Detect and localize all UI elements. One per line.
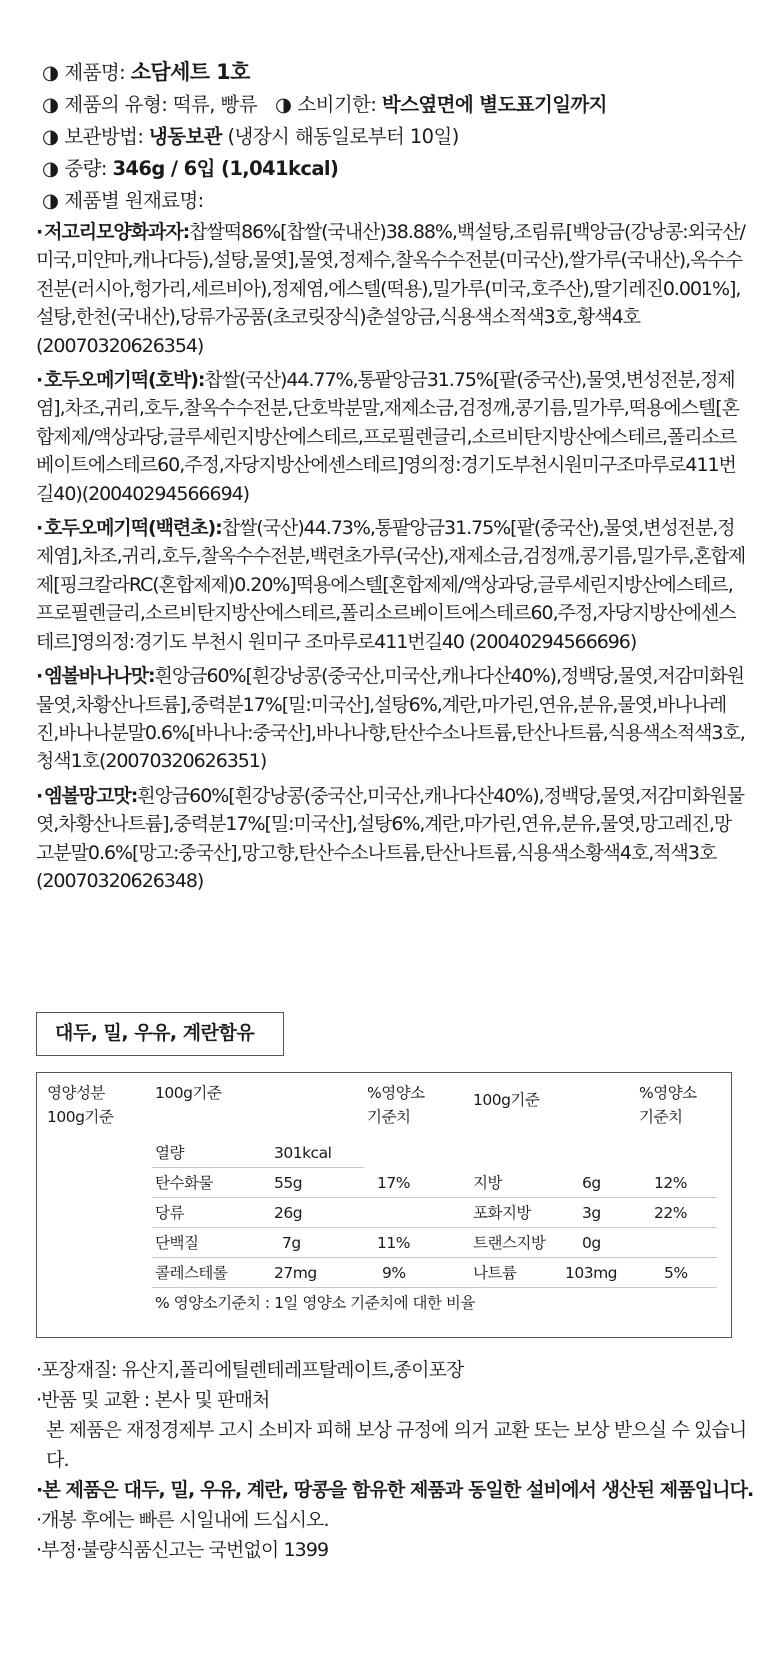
weight-label: 중량:: [64, 157, 113, 180]
half-circle-icon: ◑: [42, 157, 59, 180]
nutri-name2: 포화지방: [473, 1204, 531, 1222]
return-title: ·반품 및 교환 : 본사 및 판매처: [36, 1389, 270, 1411]
ingredient-item: · 저고리모양화과자:찹쌀떡86%[찹쌀(국내산)38.88%,백설탕,조림류[백앙금(강낭콩:외국산/미국,미얀마,캐나다등),설탕,물엿],물엿,정제수,찰옥수수전분(미국산),쌀가루(국내산),옥수수전분(러시아,헝가리,세르비아),정제염,에스텔(떡용),밀가루(미국,호주산),딸기레진0.001%],설탕,한천(국내산),당류가공품(초코릿장식)춘설앙금,식용색소적색3호,황색4호(20070320626354): [36, 221, 745, 357]
nutri-header-col1b: 100g기준: [47, 1108, 114, 1126]
ingredients-label: 제품별 원재료명:: [64, 189, 204, 212]
ingredient-item: · 호두오메기떡(백련초):찹쌀(국산)44.73%,통팥앙금31.75%[팥(중국산),물엿,변성전분,정제염],차조,귀리,호두,찰옥수수전분,백련초가루(국산),재제소금,검정깨,콩기름,밀가루,혼합제제[핑크칼라RC(혼합제제)0.20%]떡용에스텔[혼합제제/액상과당,글루세린지방산에스테르,프로필렌글리,소르비탄지방산에스테르,폴리소르베이트에스테르60,주정,자당지방산에센스테르]영의정:경기도 부천시 원미구 조마루로411번길40 (20040294566696): [36, 517, 746, 653]
nutri-pct2: 5%: [664, 1264, 688, 1282]
ingredient-text: 찹쌀(국산)44.77%,통팥앙금31.75%[팥(중국산),물엿,변성전분,정제염],차조,귀리,호두,찰옥수수전분,단호박분말,재제소금,검정깨,콩기름,밀가루,떡용에스텔[혼합제제/액상과당,글루세린지방산에스테르,프로필렌글리,소르비탄지방산에스테르,폴리소르베이트에스테르60,주정,자당지방산에센스테르]영의정:경기도부천시원미구조마루로411번길40)(20040294566694): [36, 369, 739, 505]
nutri-header-col3: %영양소: [367, 1084, 425, 1102]
nutri-pct2: 22%: [654, 1204, 687, 1222]
ingredient-name: 엠볼바나나맛:: [44, 665, 155, 688]
expiry-value: 박스옆면에 별도표기일까지: [381, 93, 607, 116]
ingredient-name: 호두오메기떡(호박):: [44, 369, 205, 392]
nutri-footnote: % 영양소기준치 : 1일 영양소 기준치에 대한 비율: [155, 1294, 475, 1312]
nutri-amount: 27mg: [274, 1264, 317, 1282]
nutri-pct2: 12%: [654, 1174, 687, 1192]
notes-block: [36, 1355, 756, 1565]
allergen-box: 대두, 밀, 우유, 계란함유: [36, 1012, 284, 1056]
ingredients-heading: [42, 185, 742, 217]
ingredient-name: 호두오메기떡(백련초):: [44, 517, 222, 540]
weight-line: [42, 153, 742, 185]
ingredient-text: 찹쌀떡86%[찹쌀(국내산)38.88%,백설탕,조림류[백앙금(강낭콩:외국산/미국,미얀마,캐나다등),설탕,물엿],물엿,정제수,찰옥수수전분(미국산),쌀가루(국내산),옥수수전분(러시아,헝가리,세르비아),정제염,에스텔(떡용),밀가루(미국,호주산),딸기레진0.001%],설탕,한천(국내산),당류가공품(초코릿장식)춘설앙금,식용색소적색3호,황색4호(20070320626354): [36, 221, 745, 357]
nutri-amount: 7g: [282, 1234, 301, 1252]
nutrition-table: [36, 1072, 732, 1338]
expiry-label: 소비기한:: [297, 93, 382, 116]
product-name-label: 제품명:: [64, 61, 131, 84]
nutri-header-col3b: 기준치: [367, 1108, 411, 1126]
ingredient-item: · 엠볼망고맛:흰앙금60%[흰강낭콩(중국산,미국산,캐나다산40%),정백당,물엿,저감미화원물엿,차황산나트륨],중력분17%[밀:미국산],설탕6%,계란,마가린,연유,분유,물엿,망고레진,망고분말0.6%[망고:중국산],망고향,탄산수소나트륨,탄산나트륨,식용색소황색4호,적색3호(20070320626348): [36, 784, 744, 892]
product-type-label: 제품의 유형:: [64, 93, 173, 116]
ingredient-name: 저고리모양화과자:: [44, 221, 190, 243]
nutri-header-col1: 영양성분: [47, 1084, 105, 1102]
nutri-name: 콜레스테롤: [155, 1264, 228, 1282]
nutri-amount: 26g: [274, 1204, 303, 1222]
after-open-note: ·개봉 후에는 빠른 시일내에 드십시오.: [36, 1509, 329, 1531]
packaging-note: ·포장재질: 유산지,폴리에틸렌테레프탈레이트,종이포장: [36, 1359, 464, 1381]
ingredient-list: [36, 218, 746, 901]
storage-note: (냉장시 해동일로부터 10일): [221, 125, 459, 148]
product-name-value: 소담세트 1호: [130, 60, 250, 84]
nutri-pct: 9%: [382, 1264, 406, 1282]
product-type-line: [42, 89, 742, 121]
nutri-amount: 301kcal: [274, 1144, 332, 1162]
product-info-block: [42, 56, 742, 217]
nutri-pct: 17%: [377, 1174, 410, 1192]
ingredient-name: 엠볼망고맛:: [44, 784, 138, 807]
nutri-amount2: 6g: [582, 1174, 601, 1192]
nutri-header-col4: 100g기준: [473, 1091, 540, 1109]
allergy-warning: ·본 제품은 대두, 밀, 우유, 계란, 땅콩을 함유한 제품과 동일한 설비에서 생산된 제품입니다.: [36, 1479, 754, 1501]
half-circle-icon: ◑: [42, 189, 59, 212]
nutri-pct: 11%: [377, 1234, 410, 1252]
half-circle-icon: ◑: [42, 125, 59, 148]
storage-label: 보관방법:: [64, 125, 149, 148]
half-circle-icon: ◑: [42, 61, 59, 84]
product-type-value: 떡류, 빵류: [172, 93, 257, 116]
nutri-header-col2: 100g기준: [155, 1084, 222, 1102]
ingredient-text: 흰앙금60%[흰강낭콩(중국산,미국산,캐나다산40%),정백당,물엿,저감미화원물엿,차황산나트륨],중력분17%[밀:미국산],설탕6%,계란,마가린,연유,분유,물엿,바나나레진,바나나분말0.6%[바나나:중국산],바나나향,탄산수소나트륨,탄산나트륨,식용색소적색3호,청색1호(20070320626351): [36, 665, 745, 773]
nutri-name2: 나트륨: [473, 1264, 517, 1282]
nutri-name: 단백질: [155, 1234, 199, 1252]
storage-line: [42, 121, 742, 153]
ingredient-item: · 엠볼바나나맛:흰앙금60%[흰강낭콩(중국산,미국산,캐나다산40%),정백당,물엿,저감미화원물엿,차황산나트륨],중력분17%[밀:미국산],설탕6%,계란,마가린,연유,분유,물엿,바나나레진,바나나분말0.6%[바나나:중국산],바나나향,탄산수소나트륨,탄산나트륨,식용색소적색3호,청색1호(20070320626351): [36, 665, 745, 773]
nutri-amount: 55g: [274, 1174, 303, 1192]
nutri-amount2: 103mg: [565, 1264, 618, 1282]
nutri-amount2: 3g: [582, 1204, 601, 1222]
nutri-header-col5b: 기준치: [639, 1108, 683, 1126]
half-circle-icon: ◑: [274, 93, 292, 116]
nutri-name: 탄수화물: [155, 1174, 213, 1192]
half-circle-icon: ◑: [42, 93, 59, 116]
nutri-name: 당류: [155, 1204, 184, 1222]
nutri-header-col5: %영양소: [639, 1084, 697, 1102]
weight-value: 346g / 6입 (1,041kcal): [112, 157, 339, 180]
product-name-line: [42, 56, 742, 89]
nutri-amount2: 0g: [582, 1234, 601, 1252]
report-note: ·부정·불량식품신고는 국번없이 1399: [36, 1539, 329, 1561]
ingredient-item: · 호두오메기떡(호박):찹쌀(국산)44.77%,통팥앙금31.75%[팥(중국산),물엿,변성전분,정제염],차조,귀리,호두,찰옥수수전분,단호박분말,재제소금,검정깨,콩기름,밀가루,떡용에스텔[혼합제제/액상과당,글루세린지방산에스테르,프로필렌글리,소르비탄지방산에스테르,폴리소르베이트에스테르60,주정,자당지방산에센스테르]영의정:경기도부천시원미구조마루로411번길40)(20040294566694): [36, 369, 739, 505]
ingredient-text: 찹쌀(국산)44.73%,통팥앙금31.75%[팥(중국산),물엿,변성전분,정제염],차조,귀리,호두,찰옥수수전분,백련초가루(국산),재제소금,검정깨,콩기름,밀가루,혼합제제[핑크칼라RC(혼합제제)0.20%]떡용에스텔[혼합제제/액상과당,글루세린지방산에스테르,프로필렌글리,소르비탄지방산에스테르,폴리소르베이트에스테르60,주정,자당지방산에센스테르]영의정:경기도 부천시 원미구 조마루로411번길40 (20040294566696): [36, 517, 746, 653]
ingredient-text: 흰앙금60%[흰강낭콩(중국산,미국산,캐나다산40%),정백당,물엿,저감미화원물엿,차황산나트륨],중력분17%[밀:미국산],설탕6%,계란,마가린,연유,분유,물엿,망고레진,망고분말0.6%[망고:중국산],망고향,탄산수소나트륨,탄산나트륨,식용색소황색4호,적색3호(20070320626348): [36, 784, 744, 892]
nutri-name2: 지방: [473, 1174, 502, 1192]
nutri-name2: 트랜스지방: [473, 1234, 546, 1252]
nutri-name: 열량: [155, 1144, 184, 1162]
storage-value: 냉동보관: [148, 125, 222, 148]
return-body: 본 제품은 재정경제부 고시 소비자 피해 보상 규정에 의거 교환 또는 보상 받으실 수 있습니다.: [46, 1419, 747, 1471]
